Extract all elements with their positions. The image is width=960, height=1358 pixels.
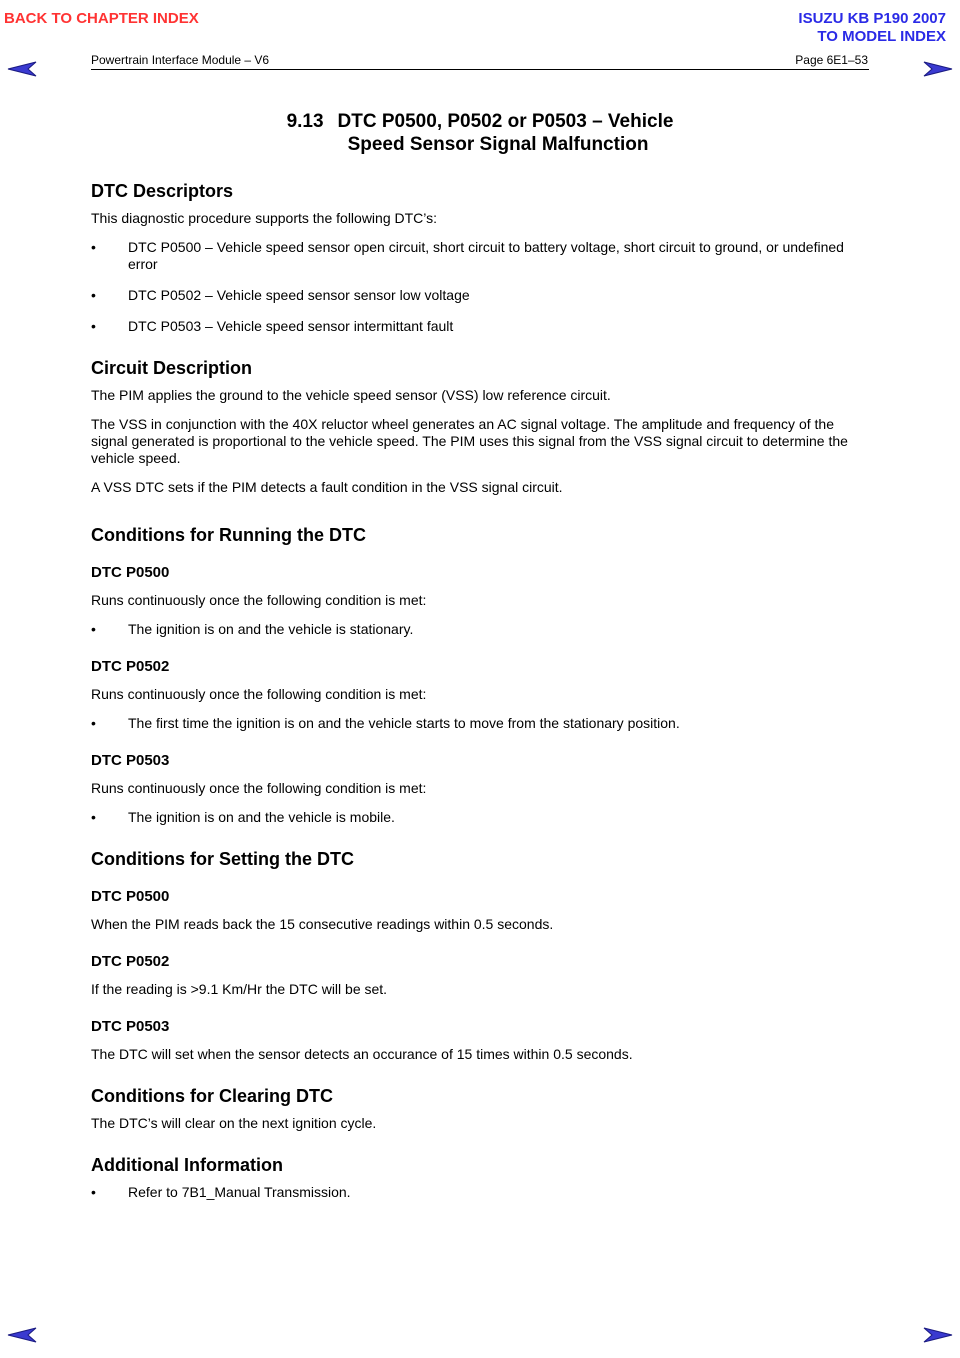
page-content <box>91 110 869 1215</box>
bullet: • <box>91 287 96 303</box>
circuit-paragraph-3: A VSS DTC sets if the PIM detects a fault condition in the VSS signal circuit. <box>91 479 563 495</box>
previous-page-arrow-bottom-icon[interactable] <box>6 1326 38 1344</box>
running-p0503-list <box>91 809 869 826</box>
setting-p0502-text: If the reading is >9.1 Km/Hr the DTC will be set. <box>91 981 388 997</box>
descriptors-intro: This diagnostic procedure supports the following DTC’s: <box>91 210 438 226</box>
descriptors-list <box>91 239 869 335</box>
additional-information-heading: Additional Information <box>91 1155 283 1175</box>
page-number: Page 6E1–53 <box>795 53 868 67</box>
clearing-text: The DTC’s will clear on the next ignition cycle. <box>91 1115 377 1131</box>
circuit-paragraph-2: The VSS in conjunction with the 40X reluctor wheel generates an AC signal voltage. The amplitude and frequency of the signal generated is proportional to the vehicle speed. The PIM uses this signal from the VSS signal circuit to determine the vehicle speed. <box>91 416 848 466</box>
running-p0500-list <box>91 621 869 638</box>
running-p0502-text: Runs continuously once the following condition is met: <box>91 686 427 702</box>
bullet: • <box>91 239 96 255</box>
list-item: • DTC P0503 – Vehicle speed sensor intermittant fault <box>91 318 454 334</box>
setting-dtc-p0500-heading: DTC P0500 <box>91 888 170 905</box>
bullet: • <box>91 1184 96 1200</box>
back-to-chapter-index-link[interactable]: BACK TO CHAPTER INDEX <box>4 10 199 27</box>
section-number: 9.13 <box>286 111 324 132</box>
bullet: • <box>91 318 96 334</box>
header-rule <box>91 69 869 70</box>
next-page-arrow-bottom-icon[interactable] <box>922 1326 954 1344</box>
next-page-arrow-icon[interactable] <box>922 60 954 78</box>
bullet: • <box>91 621 96 637</box>
list-item: • The ignition is on and the vehicle is stationary. <box>91 621 414 637</box>
previous-page-arrow-icon[interactable] <box>6 60 38 78</box>
setting-dtc-p0502-heading: DTC P0502 <box>91 953 170 970</box>
running-header-left: Powertrain Interface Module – V6 <box>91 53 270 67</box>
running-p0500-text: Runs continuously once the following condition is met: <box>91 592 427 608</box>
setting-conditions-heading: Conditions for Setting the DTC <box>91 849 354 869</box>
circuit-description-heading: Circuit Description <box>91 358 253 378</box>
setting-p0503-text: The DTC will set when the sensor detects an occurance of 15 times within 0.5 seconds. <box>91 1046 633 1062</box>
dtc-descriptors-heading: DTC Descriptors <box>91 181 234 201</box>
running-dtc-p0500-heading: DTC P0500 <box>91 564 170 581</box>
section-title-line1: DTC P0500, P0502 or P0503 – Vehicle <box>337 111 674 132</box>
list-item: • The first time the ignition is on and the vehicle starts to move from the stationary position. <box>91 715 680 731</box>
section-title <box>91 110 869 156</box>
model-index-link[interactable] <box>798 10 946 46</box>
running-dtc-p0502-heading: DTC P0502 <box>91 658 170 675</box>
setting-dtc-p0503-heading: DTC P0503 <box>91 1018 170 1035</box>
running-dtc-p0503-heading: DTC P0503 <box>91 752 170 769</box>
running-p0502-list <box>91 715 869 732</box>
setting-p0500-text: When the PIM reads back the 15 consecutive readings within 0.5 seconds. <box>91 916 554 932</box>
section-title-line2: Speed Sensor Signal Malfunction <box>347 134 649 155</box>
list-item: • DTC P0500 – Vehicle speed sensor open circuit, short circuit to battery voltage, short circuit to ground, or undefined error <box>91 239 844 272</box>
clearing-conditions-heading: Conditions for Clearing DTC <box>91 1086 333 1106</box>
circuit-paragraph-1: The PIM applies the ground to the vehicle speed sensor (VSS) low reference circuit. <box>91 387 611 403</box>
running-p0503-text: Runs continuously once the following condition is met: <box>91 780 427 796</box>
bullet: • <box>91 715 96 731</box>
running-conditions-heading: Conditions for Running the DTC <box>91 525 366 545</box>
bullet: • <box>91 809 96 825</box>
to-model-index-label[interactable]: TO MODEL INDEX <box>817 28 946 45</box>
additional-list <box>91 1184 869 1201</box>
model-name[interactable]: ISUZU KB P190 2007 <box>798 10 946 27</box>
list-item: • The ignition is on and the vehicle is mobile. <box>91 809 395 825</box>
list-item: • Refer to 7B1_Manual Transmission. <box>91 1184 351 1200</box>
list-item: • DTC P0502 – Vehicle speed sensor sensor low voltage <box>91 287 470 303</box>
